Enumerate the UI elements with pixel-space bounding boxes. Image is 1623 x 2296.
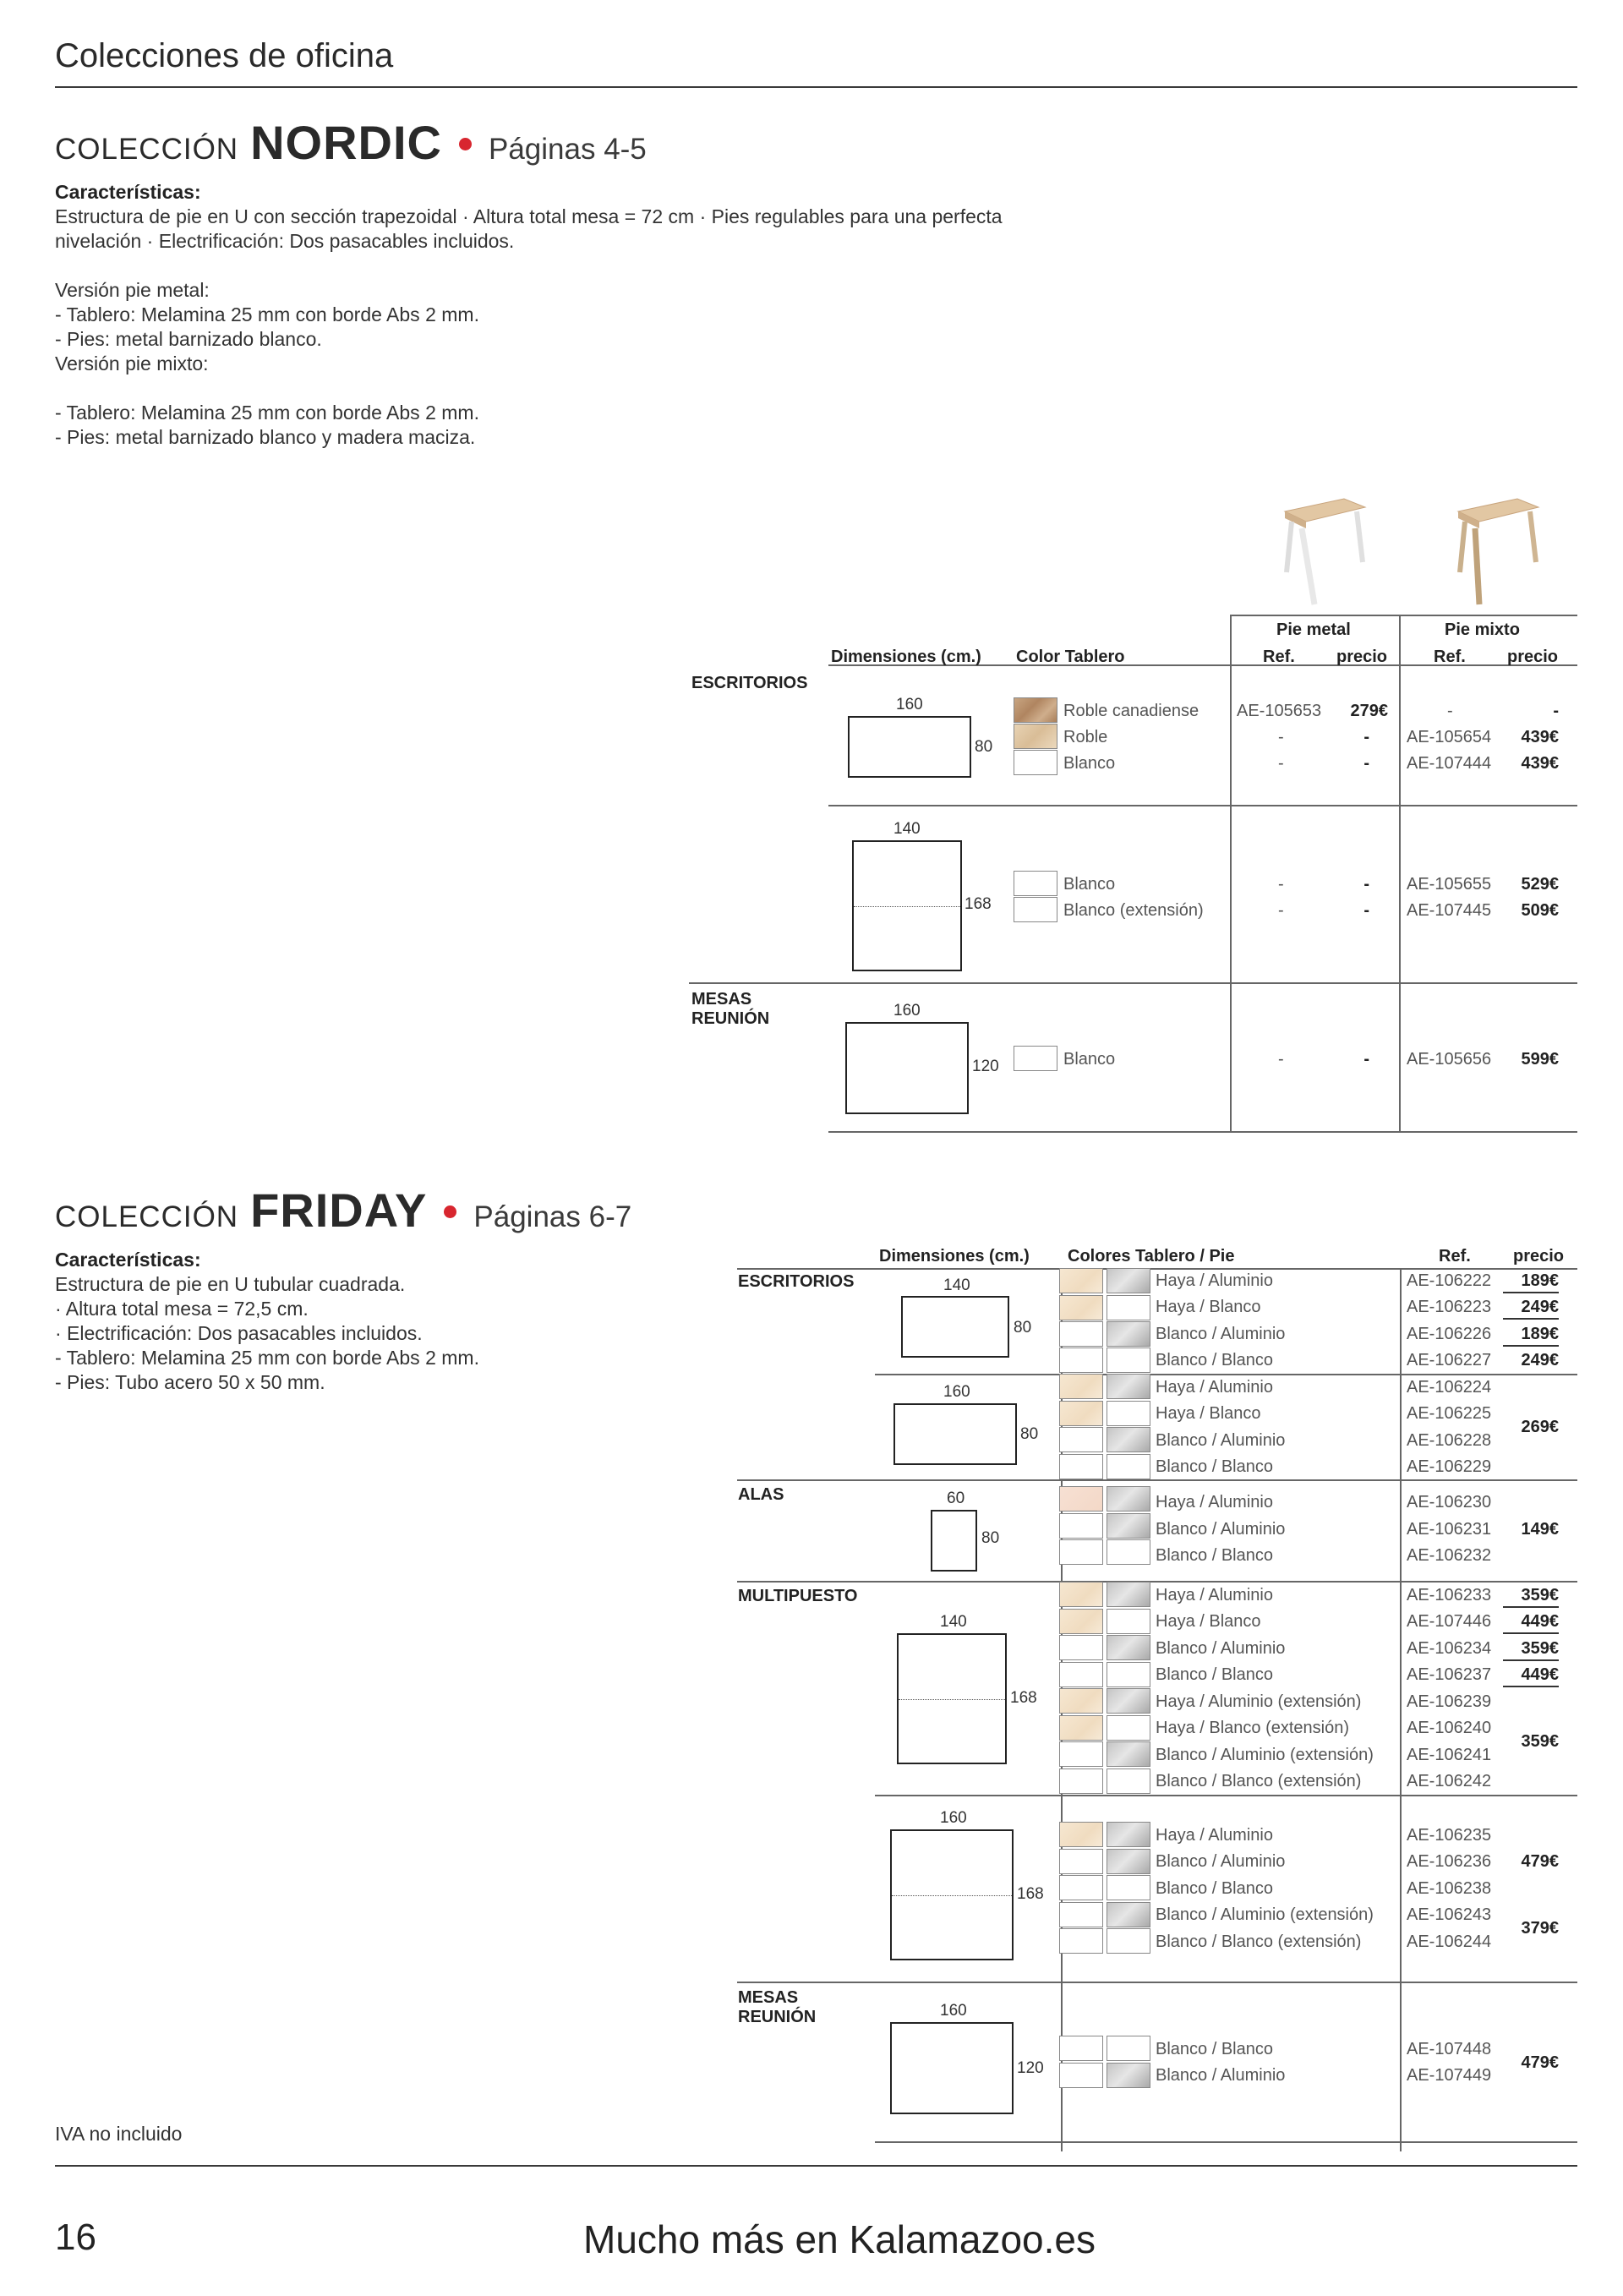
ref-code: AE-106232 [1407, 1546, 1492, 1565]
dim-depth: 168 [1010, 1689, 1037, 1707]
ref-code: AE-106239 [1407, 1692, 1492, 1711]
top-swatch [1059, 1268, 1103, 1293]
col-header-price: precio [1513, 1247, 1565, 1266]
category-mesas: MESAS [738, 1988, 799, 2007]
color-name: Blanco / Blanco [1156, 1457, 1273, 1476]
price: 279€ [1350, 702, 1388, 720]
color-name: Blanco / Blanco [1156, 2040, 1273, 2058]
dim-depth: 80 [1014, 1319, 1032, 1337]
desk-diagram [897, 1633, 1007, 1764]
table-rule [875, 2141, 1577, 2143]
top-swatch [1059, 1486, 1103, 1512]
ref-code: AE-106224 [1407, 1378, 1492, 1397]
color-name: Blanco / Blanco [1156, 1879, 1273, 1898]
price: 189€ [1503, 1271, 1559, 1293]
ref-code: AE-106229 [1407, 1457, 1492, 1476]
version-line: - Pies: metal barnizado blanco. [55, 328, 322, 350]
dim-width: 160 [940, 2002, 967, 2020]
dim-depth: 80 [975, 738, 993, 756]
top-swatch [1059, 1539, 1103, 1565]
leg-swatch [1107, 1715, 1150, 1741]
color-name: Roble canadiense [1063, 702, 1199, 720]
color-name: Haya / Blanco [1156, 1298, 1261, 1316]
top-swatch [1059, 1849, 1103, 1874]
ref-code: AE-106222 [1407, 1271, 1492, 1290]
collection-name: NORDIC [250, 116, 442, 169]
price: 249€ [1503, 1298, 1559, 1320]
dim-depth: 120 [1017, 2059, 1044, 2077]
color-name: Blanco / Aluminio [1156, 1325, 1286, 1343]
top-swatch [1059, 1875, 1103, 1900]
leg-swatch [1107, 2036, 1150, 2061]
leg-swatch [1107, 1539, 1150, 1565]
color-name: Haya / Aluminio [1156, 1586, 1273, 1604]
leg-swatch [1107, 1582, 1150, 1607]
color-name: Blanco / Aluminio [1156, 1852, 1286, 1871]
top-swatch [1059, 1822, 1103, 1847]
col-header-price: precio [1336, 648, 1388, 666]
price: 359€ [1503, 1639, 1559, 1661]
desk-diagram [890, 1829, 1014, 1960]
color-name: Blanco [1063, 875, 1116, 894]
color-name: Blanco / Blanco (extensión) [1156, 1772, 1362, 1790]
color-name: Blanco / Aluminio [1156, 1520, 1286, 1539]
dim-width: 60 [947, 1490, 965, 1507]
top-swatch [1059, 1635, 1103, 1660]
price: - [1363, 1050, 1369, 1069]
version-title: Versión pie metal: [55, 279, 210, 301]
leg-swatch [1107, 1768, 1150, 1794]
features-label: Características: [55, 181, 201, 203]
col-header-color: Color Tablero [1016, 648, 1125, 666]
col-header-ref: Ref. [1434, 648, 1466, 666]
ref-code: AE-107449 [1407, 2066, 1492, 2085]
top-swatch [1059, 1688, 1103, 1714]
desk-diagram [852, 840, 962, 971]
price: 269€ [1521, 1418, 1559, 1436]
desk-diagram [931, 1510, 977, 1572]
desk-mixed-leg-image [1450, 495, 1543, 613]
color-name: Blanco / Aluminio [1156, 1639, 1286, 1658]
footer-divider [55, 2165, 1577, 2167]
category-escritorios: ESCRITORIOS [691, 674, 808, 692]
ref-code: - [1278, 1050, 1284, 1069]
price: 449€ [1503, 1612, 1559, 1634]
table-rule [737, 1268, 1577, 1270]
color-name: Blanco / Blanco (extensión) [1156, 1932, 1362, 1951]
category-reunion: REUNIÓN [738, 2008, 817, 2026]
price: 439€ [1521, 754, 1559, 773]
price: 599€ [1521, 1050, 1559, 1069]
leg-swatch [1107, 1849, 1150, 1874]
color-name: Blanco / Aluminio (extensión) [1156, 1746, 1374, 1764]
ref-code: AE-107444 [1407, 754, 1492, 773]
col-header-pie-mixto: Pie mixto [1445, 620, 1520, 639]
col-header-colors: Colores Tablero / Pie [1068, 1247, 1235, 1266]
friday-description [55, 1248, 647, 1395]
color-name: Blanco / Blanco [1156, 1546, 1273, 1565]
top-swatch [1059, 1454, 1103, 1479]
ref-code: AE-106234 [1407, 1639, 1492, 1658]
dim-width: 140 [940, 1613, 967, 1631]
top-swatch [1059, 1401, 1103, 1426]
version-title: Versión pie mixto: [55, 353, 209, 374]
color-swatch [1014, 897, 1057, 922]
ref-code: AE-106240 [1407, 1719, 1492, 1737]
ref-code: AE-106238 [1407, 1879, 1492, 1898]
leg-swatch [1107, 2063, 1150, 2088]
ref-code: AE-105655 [1407, 875, 1492, 894]
color-swatch [1014, 871, 1057, 896]
collection-word: COLECCIÓN [55, 1200, 239, 1233]
dim-width: 160 [943, 1383, 970, 1401]
ref-code: AE-107446 [1407, 1612, 1492, 1631]
color-name: Haya / Aluminio [1156, 1826, 1273, 1845]
footer-brand-link[interactable]: Kalamazoo.es [849, 2217, 1096, 2261]
features-text: Estructura de pie en U con sección trapezoidal · Altura total mesa = 72 cm · Pies regulables para una perfecta [55, 205, 1003, 227]
header-divider [55, 86, 1577, 88]
top-swatch [1059, 1513, 1103, 1539]
leg-swatch [1107, 1401, 1150, 1426]
top-swatch [1059, 1741, 1103, 1767]
collection-pages: Páginas 4-5 [488, 133, 647, 166]
color-swatch [1014, 697, 1057, 723]
leg-swatch [1107, 1268, 1150, 1293]
col-header-pie-metal: Pie metal [1276, 620, 1351, 639]
price: - [1363, 875, 1369, 894]
color-name: Haya / Aluminio (extensión) [1156, 1692, 1362, 1711]
leg-swatch [1107, 1928, 1150, 1954]
dim-width: 140 [893, 820, 921, 838]
dim-depth: 168 [1017, 1885, 1044, 1903]
table-rule [737, 1581, 1577, 1583]
price: 359€ [1521, 1732, 1559, 1751]
price: 449€ [1503, 1665, 1559, 1687]
version-line: - Tablero: Melamina 25 mm con borde Abs 2 mm. [55, 402, 479, 424]
ref-code: - [1278, 901, 1284, 920]
table-rule [689, 982, 1577, 984]
color-name: Haya / Blanco [1156, 1404, 1261, 1423]
color-swatch [1014, 750, 1057, 775]
leg-swatch [1107, 1321, 1150, 1347]
top-swatch [1059, 2036, 1103, 2061]
dim-width: 160 [893, 1002, 921, 1020]
ref-code: AE-106243 [1407, 1905, 1492, 1924]
price: 379€ [1521, 1919, 1559, 1938]
leg-swatch [1107, 1902, 1150, 1927]
color-name: Blanco / Aluminio (extensión) [1156, 1905, 1374, 1924]
color-name: Haya / Aluminio [1156, 1271, 1273, 1290]
col-header-dimensions: Dimensiones (cm.) [831, 648, 981, 666]
friday-heading [55, 1183, 631, 1238]
footer-text: Mucho más en [583, 2217, 850, 2261]
page-title: Colecciones de oficina [55, 37, 394, 74]
color-name: Blanco / Aluminio [1156, 1431, 1286, 1450]
nordic-description [55, 180, 1154, 450]
ref-code: - [1278, 754, 1284, 773]
color-name: Blanco / Blanco [1156, 1351, 1273, 1369]
table-rule [737, 1982, 1577, 1983]
ref-code: AE-106228 [1407, 1431, 1492, 1450]
col-header-dimensions: Dimensiones (cm.) [879, 1247, 1030, 1266]
price: 149€ [1521, 1520, 1559, 1539]
table-rule [875, 1374, 1577, 1375]
top-swatch [1059, 1768, 1103, 1794]
color-name: Blanco [1063, 754, 1116, 773]
leg-swatch [1107, 1822, 1150, 1847]
table-rule [1400, 1268, 1402, 2151]
collection-name: FRIDAY [250, 1184, 428, 1237]
table-rule [828, 1131, 1577, 1133]
collection-pages: Páginas 6-7 [473, 1200, 632, 1233]
features-text: nivelación · Electrificación: Dos pasacables incluidos. [55, 230, 515, 252]
top-swatch [1059, 1348, 1103, 1373]
desk-diagram [901, 1296, 1009, 1358]
page-number: 16 [55, 2217, 96, 2258]
desk-diagram [848, 716, 971, 778]
ref-code: AE-105653 [1237, 702, 1322, 720]
price: 529€ [1521, 875, 1559, 894]
leg-swatch [1107, 1875, 1150, 1900]
leg-swatch [1107, 1427, 1150, 1452]
top-swatch [1059, 1321, 1103, 1347]
col-header-price: precio [1507, 648, 1559, 666]
top-swatch [1059, 1715, 1103, 1741]
ref-code: - [1278, 875, 1284, 894]
table-rule [737, 1479, 1577, 1481]
leg-swatch [1107, 1741, 1150, 1767]
price: 189€ [1503, 1325, 1559, 1347]
table-rule [1230, 615, 1232, 1132]
ref-code: AE-106226 [1407, 1325, 1492, 1343]
col-header-ref: Ref. [1263, 648, 1295, 666]
dim-depth: 168 [965, 895, 992, 913]
features-line: · Electrificación: Dos pasacables incluidos. [55, 1322, 423, 1344]
ref-code: AE-106231 [1407, 1520, 1492, 1539]
top-swatch [1059, 1582, 1103, 1607]
leg-swatch [1107, 1374, 1150, 1399]
dim-depth: 120 [972, 1058, 999, 1075]
price: - [1363, 901, 1369, 920]
ref-code: AE-107448 [1407, 2040, 1492, 2058]
ref-code: - [1278, 728, 1284, 746]
col-header-ref: Ref. [1439, 1247, 1471, 1266]
color-swatch [1014, 724, 1057, 749]
features-line: · Altura total mesa = 72,5 cm. [55, 1298, 309, 1320]
category-alas: ALAS [738, 1485, 784, 1504]
collection-word: COLECCIÓN [55, 133, 239, 166]
dim-width: 160 [940, 1809, 967, 1827]
dim-depth: 80 [981, 1529, 1000, 1547]
ref-code: AE-106227 [1407, 1351, 1492, 1369]
desk-diagram [893, 1403, 1017, 1465]
leg-swatch [1107, 1635, 1150, 1660]
top-swatch [1059, 1609, 1103, 1634]
price: 509€ [1521, 901, 1559, 920]
price: - [1363, 728, 1369, 746]
ref-code: AE-107445 [1407, 901, 1492, 920]
top-swatch [1059, 1902, 1103, 1927]
ref-code: AE-106244 [1407, 1932, 1492, 1951]
version-line: - Tablero: Melamina 25 mm con borde Abs 2 mm. [55, 303, 479, 325]
top-swatch [1059, 1662, 1103, 1687]
color-name: Roble [1063, 728, 1108, 746]
accent-dot-icon [459, 138, 472, 150]
features-line: Estructura de pie en U tubular cuadrada. [55, 1273, 406, 1295]
ref-code: AE-106241 [1407, 1746, 1492, 1764]
table-rule [1232, 615, 1577, 616]
top-swatch [1059, 1295, 1103, 1320]
desk-diagram [890, 2022, 1014, 2114]
leg-swatch [1107, 1688, 1150, 1714]
dim-depth: 80 [1020, 1425, 1039, 1443]
price: - [1363, 754, 1369, 773]
features-label: Características: [55, 1249, 201, 1271]
dim-width: 140 [943, 1276, 970, 1294]
table-rule [875, 1795, 1577, 1796]
ref-code: - [1447, 702, 1453, 720]
color-name: Blanco (extensión) [1063, 901, 1204, 920]
leg-swatch [1107, 1513, 1150, 1539]
ref-code: AE-106230 [1407, 1493, 1492, 1512]
top-swatch [1059, 2063, 1103, 2088]
price: 439€ [1521, 728, 1559, 746]
features-line: - Tablero: Melamina 25 mm con borde Abs 2 mm. [55, 1347, 479, 1369]
ref-code: AE-106223 [1407, 1298, 1492, 1316]
table-rule [1399, 615, 1401, 1132]
price: 359€ [1503, 1586, 1559, 1608]
color-name: Blanco / Blanco [1156, 1665, 1273, 1684]
leg-swatch [1107, 1295, 1150, 1320]
ref-code: AE-106242 [1407, 1772, 1492, 1790]
color-name: Haya / Blanco (extensión) [1156, 1719, 1350, 1737]
desk-diagram [845, 1022, 969, 1114]
price: 479€ [1521, 2053, 1559, 2072]
version-line: - Pies: metal barnizado blanco y madera maciza. [55, 426, 476, 448]
ref-code: AE-105654 [1407, 728, 1492, 746]
color-name: Haya / Aluminio [1156, 1493, 1273, 1512]
footer-tagline [583, 2217, 1096, 2262]
leg-swatch [1107, 1348, 1150, 1373]
price: 249€ [1521, 1351, 1559, 1369]
ref-code: AE-105656 [1407, 1050, 1492, 1069]
top-swatch [1059, 1427, 1103, 1452]
ref-code: AE-106237 [1407, 1665, 1492, 1684]
color-swatch [1014, 1046, 1057, 1071]
ref-code: AE-106225 [1407, 1404, 1492, 1423]
top-swatch [1059, 1374, 1103, 1399]
category-multipuesto: MULTIPUESTO [738, 1587, 858, 1605]
category-escritorios: ESCRITORIOS [738, 1272, 855, 1291]
category-mesas: MESAS [691, 990, 752, 1009]
color-name: Blanco [1063, 1050, 1116, 1069]
desk-metal-leg-image [1276, 495, 1369, 613]
leg-swatch [1107, 1662, 1150, 1687]
ref-code: AE-106233 [1407, 1586, 1492, 1604]
leg-swatch [1107, 1609, 1150, 1634]
price: - [1553, 702, 1559, 720]
price: 479€ [1521, 1852, 1559, 1871]
ref-code: AE-106236 [1407, 1852, 1492, 1871]
color-name: Haya / Blanco [1156, 1612, 1261, 1631]
category-reunion: REUNIÓN [691, 1009, 770, 1028]
nordic-heading [55, 115, 647, 170]
dim-width: 160 [896, 696, 923, 713]
table-rule [828, 805, 1577, 806]
accent-dot-icon [444, 1205, 456, 1218]
color-name: Blanco / Aluminio [1156, 2066, 1286, 2085]
leg-swatch [1107, 1486, 1150, 1512]
ref-code: AE-106235 [1407, 1826, 1492, 1845]
features-line: - Pies: Tubo acero 50 x 50 mm. [55, 1371, 325, 1393]
top-swatch [1059, 1928, 1103, 1954]
leg-swatch [1107, 1454, 1150, 1479]
color-name: Haya / Aluminio [1156, 1378, 1273, 1397]
vat-note: IVA no incluido [55, 2123, 183, 2145]
